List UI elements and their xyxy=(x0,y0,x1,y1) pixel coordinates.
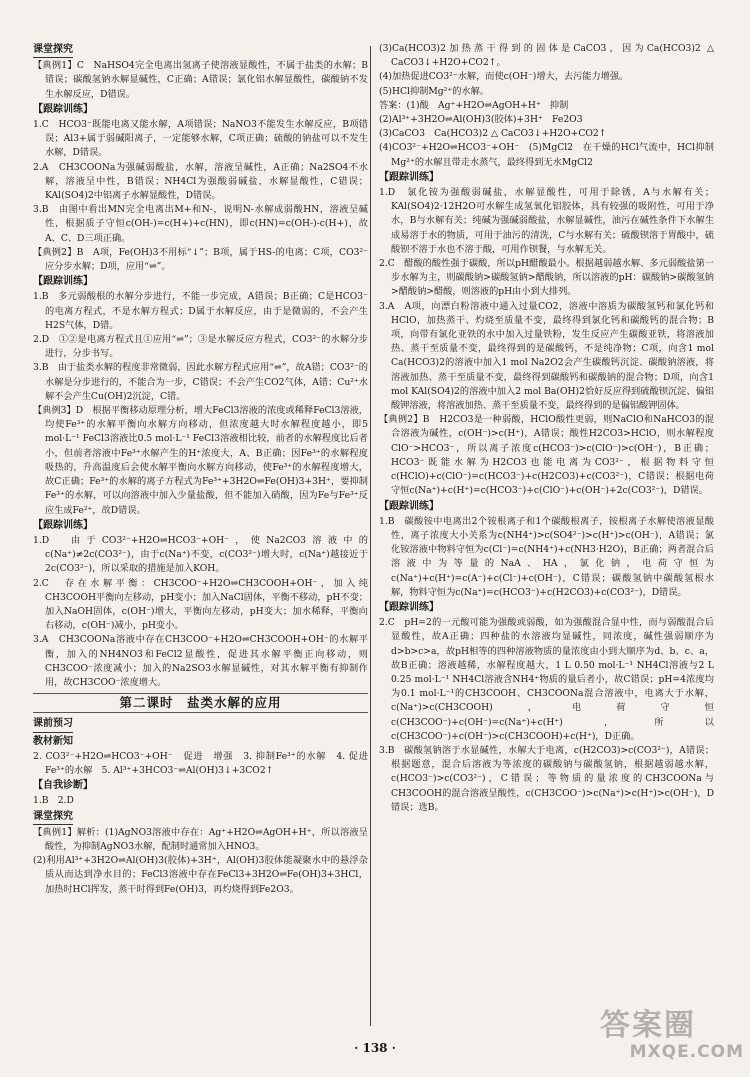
answer-paragraph: 1.D 由于CO3²⁻+H2O⇌HCO3⁻+OH⁻，使Na2CO3溶液中的c(Na⁺)≠2c(CO3²⁻)，由于c(Na⁺)不变，c(CO3²⁻)增大时，c(Na⁺)越接近于2c(CO3²⁻)，所以采取的措施是加入KOH。 xyxy=(33,534,368,575)
answer-paragraph: 答案：(1)酸 Ag⁺+H2O⇌AgOH+H⁺ 抑制 xyxy=(379,99,569,111)
answer-paragraph: (3)CaCO3 Ca(HCO3)2 △ CaCO3↓+H2O+CO2↑ xyxy=(379,128,607,140)
section-label-row xyxy=(33,275,368,289)
answer-paragraph: 3.A A项，向漂白粉溶液中通入过量CO2，溶液中溶质为碳酸氢钙和氯化钙和HClO，加热蒸干、灼烧至质量不变，最终得到氯化钙和碳酸钙的混合物；B项，向带有氯化亚铁的水中加入过量铁粉，发生反应产生碳酸亚铁，将溶液加热、蒸干至质量不变，最终得到的是碳酸钙，不是纯净物；C项，向含1 mol Ca(HCO3)2的溶液中加入1 mol Na2O2会产生碳酸钙沉淀、碳酸钠溶液，将溶液加热、蒸干至质量不变，最终得到碳酸钙和碳酸钠的混合物；D项，向含1 mol KAl(SO4)2的溶液中加入2 mol Ba(OH)2恰好反应得到硫酸钡沉淀、偏铝酸钾溶液，将溶液加热、蒸干至质量不变，最终得到的是偏铝酸钾固体。 xyxy=(379,300,714,412)
answer-paragraph: (4)CO3²⁻+H2O⇌HCO3⁻+OH⁻ (5)MgCl2 在干燥的HCl气流中，HCl抑制Mg²⁺的水解且带走水蒸气，最终得到无水MgCl2 xyxy=(379,142,714,168)
section-label: 【跟踪训练】 xyxy=(33,519,93,531)
lesson-title: 第二课时 盐类水解的应用 xyxy=(33,693,368,713)
left-column xyxy=(33,42,368,897)
watermark-bottom-text: MXQE.COM xyxy=(629,1042,744,1062)
answer-paragraph: 3.B 碳酸氢钠溶于水显碱性，水解大于电离，c(H2CO3)>c(CO3²⁻)，A错误；根据题意，混合后溶液为等浓度的碳酸钠与碳酸氢钠，根据越弱越水解，c(HCO3⁻)>c(CO3²⁻)，C错误；等物质的量浓度的CH3COONa与CH3COOH的混合溶液呈酸性，c(CH3COO⁻)>c(Na⁺)>c(H⁺)>c(OH⁻)，D错误；选B。 xyxy=(379,744,714,813)
watermark-logo xyxy=(600,1010,750,1070)
answer-paragraph: 【典例2】B H2CO3是一种弱酸，HClO酸性更弱，则NaClO和NaHCO3的混合溶液为碱性，c(OH⁻)>c(H⁺)，A错误；酸性H2CO3>HClO，则水解程度ClO⁻>HCO3⁻，所以离子浓度c(HCO3⁻)>c(ClO⁻)>c(OH⁻)，B正确；HCO3⁻既能水解为H2CO3也能电离为CO3²⁻，根据物料守恒c(HClO)+c(ClO⁻)=c(HCO3⁻)+c(H2CO3)+c(CO3²⁻)，C错误；根据电荷守恒c(Na⁺)+c(H⁺)=c(HCO3⁻)+c(ClO⁻)+c(OH⁻)+2c(CO3²⁻)，D错误。 xyxy=(379,414,714,497)
answer-paragraph: 1.B 多元弱酸根的水解分步进行，不能一步完成，A错误；B正确；C是HCO3⁻的电离方程式，不是水解方程式；D属于水解反应，由于是微弱的，不会产生H2S气体，D错。 xyxy=(33,291,368,331)
section-label: 教材新知 xyxy=(33,735,73,747)
section-label-row xyxy=(379,171,714,185)
answer-paragraph: 【典例1】C NaHSO4完全电离出氢离子使溶液显酸性，不属于盐类的水解；B错误；碳酸氢钠水解显碱性，C正确；A错误；氯化铝水解显酸性，碳酸钠不发生水解反应，D错误。 xyxy=(33,60,368,100)
right-column xyxy=(379,42,714,815)
answer-paragraph: 2.A CH3COONa为强碱弱酸盐，水解，溶液呈碱性，A正确；Na2SO4不水解，溶液呈中性，B错误；NH4Cl为强酸弱碱盐，水解显酸性，C错误；KAl(SO4)2中铝离子水解显酸性，D错误。 xyxy=(33,161,368,202)
section-label: 【跟踪训练】 xyxy=(33,276,93,288)
answer-paragraph: 【典例2】B A项，Fe(OH)3不用标“↓”；B项，属于HS-的电离；C项，CO3²⁻应分步水解；D项，应用“⇌”。 xyxy=(33,246,368,273)
answer-paragraph: 3.B 由于盐类水解的程度非常微弱，因此水解方程式应用“⇌”，故A错；CO3²⁻的水解是分步进行的，不能合为一步，C错误；不会产生CO2气体，A错；Cu²⁺水解不会产生Cu(OH)2沉淀，C错。 xyxy=(33,362,368,402)
answer-paragraph: 【典例3】D 根据平衡移动原理分析，增大FeCl3溶液的浓度或稀释FeCl3溶液，均使Fe³⁺的水解平衡向水解方向移动，但浓度越大时水解程度越小，即5 mol·L⁻¹ FeCl3溶液比0.5 mol·L⁻¹ FeCl3溶液相比较，前者的水解程度比后者小，但前者溶液中Fe³⁺水解产生的H⁺浓度大，A、B正确；因Fe³⁺的水解程度吸热的，升高温度后会使水解平衡向水解方向移动，使Fe³⁺的水解程度增大，故C正确；Fe³⁺的水解的离子方程式为Fe³⁺+3H2O⇌Fe(OH)3+3H⁺，要抑制Fe³⁺的水解，可以向溶液中加入少量盐酸，但不能加入硝酸，因为Fe与Fe³⁺反应生成Fe²⁺，故D错误。 xyxy=(33,405,368,516)
answer-paragraph: 【典例1】解析：(1)AgNO3溶液中存在：Ag⁺+H2O⇌AgOH+H⁺，所以溶液呈酸性，为抑制AgNO3水解，配制时通常加入HNO3。 xyxy=(33,826,368,852)
answer-paragraph: 2.C pH=2的一元酸可能为强酸或弱酸，如为强酸混合显中性，而与弱酸混合后显酸性，故A正确；四种盐的水溶液均显碱性，同浓度，碱性强弱顺序为d>b>c>a，故pH相等的四种溶液物质的量浓度由小到大顺序为d、b、c、a，故B正确；溶液越稀，水解程度越大，1 L 0.50 mol·L⁻¹ NH4Cl溶液与2 L 0.25 mol·L⁻¹ NH4Cl溶液含NH4⁺物质的量后者小，故C错误；pH=4浓度均为0.1 mol·L⁻¹的CH3COOH、CH3COONa混合溶液中，电离大于水解，c(Na⁺)>c(CH3COOH)，电荷守恒c(CH3COO⁻)+c(OH⁻)=c(Na⁺)+c(H⁺)，所以c(CH3COO⁻)+c(OH⁻)>c(CH3COOH)+c(H⁺)，D正确。 xyxy=(379,617,714,742)
answer-paragraph: 2. CO3²⁻+H2O⇌HCO3⁻+OH⁻ 促进 增强 3. 抑制Fe³⁺的水解 4. 促进Fe³⁺的水解 5. Al³⁺+3HCO3⁻⇌Al(OH)3↓+3CO2↑ xyxy=(33,750,368,776)
section-label-row xyxy=(33,809,368,826)
answer-paragraph: (2)利用Al³⁺+3H2O⇌Al(OH)3(胶体)+3H⁺，Al(OH)3胶体能凝聚水中的悬浮杂质从而达到净水目的；FeCl3溶液中存在FeCl3+3H2O⇌Fe(OH)3+3HCl，加热时HCl挥发，蒸干时得到Fe(OH)3，再灼烧得到Fe2O3。 xyxy=(33,855,368,895)
section-label: 课堂探究 xyxy=(33,810,73,825)
answer-paragraph: 2.C 醋酸的酸性强于碳酸，所以pH醋酸最小。根据越弱越水解、多元弱酸盐第一步水解为主，则碳酸钠>碳酸氢钠>醋酸钠，所以溶液的pH：碳酸钠>碳酸氢钠>醋酸钠>醋酸，则溶液的pH由小到大排列。 xyxy=(379,258,714,298)
section-label-row xyxy=(379,601,714,615)
answer-paragraph: (3)Ca(HCO3)2加热蒸干得到的固体是CaCO3，因为Ca(HCO3)2 △ CaCO3↓+H2O+CO2↑。 xyxy=(379,43,714,69)
section-label: 【跟踪训练】 xyxy=(33,103,93,115)
section-label-row xyxy=(33,103,368,117)
section-label: 课前预习 xyxy=(33,717,73,732)
answer-paragraph: (2)Al³⁺+3H2O⇌Al(OH)3(胶体)+3H⁺ Fe2O3 xyxy=(379,114,583,126)
section-label-row xyxy=(33,42,368,59)
section-label: 【跟踪训练】 xyxy=(379,171,439,183)
answer-paragraph: 1.C HCO3⁻既能电离又能水解，A项错误；NaNO3不能发生水解反应，B项错误；Al3+属于弱碱阳离子，一定能够水解，C项正确；硫酸的钠盐可以不发生水解，D错误。 xyxy=(33,119,368,159)
answer-paragraph: 1.B 2.D xyxy=(33,795,74,807)
answer-paragraph: (4)加热促进CO3²⁻水解，而使c(OH⁻)增大，去污能力增强。 xyxy=(379,71,629,83)
section-label: 【跟踪训练】 xyxy=(379,500,439,512)
answer-paragraph: (5)HCl抑制Mg²⁺的水解。 xyxy=(379,85,489,97)
answer-paragraph: 1.D 氯化铵为强酸弱碱盐，水解显酸性，可用于除锈，A与水解有关；KAl(SO4)2·12H2O可水解生成氢氧化铝胶体，具有较强的吸附性，可用于净水，B与水解有关；纯碱为强碱弱酸盐，水解显碱性，油污在碱性条件下水解生成易溶于水的物质，可用于油污的清洗，C与水解有关；硫酸钡溶于胃酸中，硫酸钡不溶于水也不溶于酸，可用作钡餐，与水解无关。 xyxy=(379,187,714,255)
answer-paragraph: 3.B 由图中看出MN完全电离出M+和N-，说明N-水解成弱酸HN，溶液呈碱性，根据质子守恒c(OH-)=c(H+)+c(HN)，即c(HN)=c(OH-)-c(H+)，故A、C、D三项正确。 xyxy=(33,204,368,244)
answer-paragraph: 2.D ①②是电离方程式且①应用“⇌”；③是水解反应方程式，CO3²⁻的水解分步进行，分步书写。 xyxy=(33,334,368,360)
section-label-row xyxy=(33,779,368,793)
section-label-row xyxy=(33,519,368,533)
section-label-row xyxy=(33,716,368,733)
section-label: 课堂探究 xyxy=(33,43,73,58)
answer-paragraph: 1.B 碳酸铵中电离出2个铵根离子和1个碳酸根离子，铵根离子水解使溶液显酸性，离子浓度大小关系为c(NH4⁺)>c(SO4²⁻)>c(H⁺)>c(OH⁻)，A错误；氯化铵溶液中物料守恒为c(Cl⁻)=c(NH4⁺)+c(NH3·H2O)，B正确；两者混合后溶液中为等量的NaA、HA，氯化钠，电荷守恒为c(Na⁺)+c(H⁺)=c(A⁻)+c(Cl⁻)+c(OH⁻)，C错误；碳酸氢钠中碳酸氢根水解，物料守恒为c(Na⁺)=c(HCO3⁻)+c(H2CO3)+c(CO3²⁻)，D错误。 xyxy=(379,515,714,598)
section-label-row xyxy=(379,500,714,514)
column-divider xyxy=(370,46,371,1026)
section-label: 【自我诊断】 xyxy=(33,780,93,792)
answer-paragraph: 2.C 存在水解平衡：CH3COO⁻+H2O⇌CH3COOH+OH⁻，加入纯CH3COOH平衡向左移动，pH变小；加入NaCl固体，平衡不移动，pH不变；加入NaOH固体，c(OH⁻)增大，平衡向左移动，pH变大；加水稀释，平衡向右移动，c(OH⁻)减小，pH变小。 xyxy=(33,577,368,632)
page-number: · 138 · xyxy=(354,1041,396,1055)
section-label: 【跟踪训练】 xyxy=(379,601,439,613)
watermark-top-text: 答案圈 xyxy=(600,1008,696,1043)
answer-paragraph: 3.A CH3COONa溶液中存在CH3COO⁻+H2O⇌CH3COOH+OH⁻的水解平衡，加入的NH4NO3和FeCl2显酸性，促进其水解平衡正向移动，则CH3COO⁻浓度减小；加入的Na2SO3水解显碱性，对其水解平衡有抑制作用，故CH3COO⁻浓度增大。 xyxy=(33,634,368,688)
section-label-row xyxy=(33,735,368,749)
